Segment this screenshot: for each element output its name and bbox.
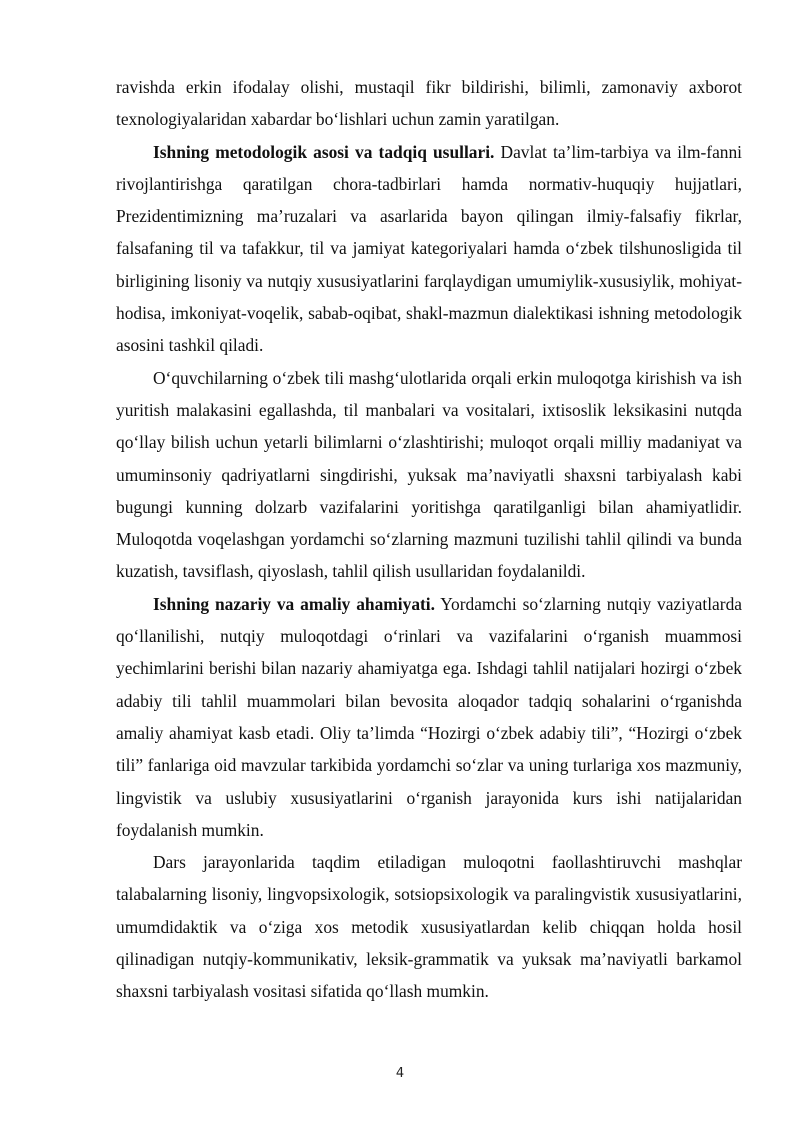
- paragraph-significance: [116, 588, 742, 846]
- paragraph-continuation: [116, 71, 742, 136]
- paragraph-methodology: [116, 136, 742, 362]
- paragraph-goals: [116, 362, 742, 588]
- paragraph-text: Davlat taʼlim-tarbiya va ilm-fanni rivojlantirishga qaratilgan chora-tadbirlari hamda normativ-huquqiy hujjatlari, Prezidentimizning maʼruzalari va asarlarida bayon qilingan ilmiy-falsafiy fikrlar, falsafaning til va tafakkur, til va jamiyat kategoriyalari hamda oʻzbek tilshunosligida til birligining lisoniy va nutqiy xususiyatlarini farqlaydigan umumiylik-xususiylik, mohiyat-hodisa, imkoniyat-voqelik, sabab-oqibat, shakl-mazmun dialektikasi ishning metodologik asosini tashkil qiladi.: [116, 141, 743, 356]
- paragraph-heading: Ishning metodologik asosi va tadqiq usullari.: [153, 141, 495, 162]
- paragraph-text: Dars jarayonlarida taqdim etiladigan muloqotni faollashtiruvchi mashqlar talabalarning lisoniy, lingvopsixologik, sotsiopsixologik va paralingvistik xususiyatlarini, umumdidaktik va oʻziga xos metodik xususiyatlardan kelib chiqqan holda hosil qilinadigan nutqiy-kommunikativ, leksik-grammatik va yuksak maʼnaviyatli barkamol shaxsni tarbiyalash vositasi sifatida qoʻllash mumkin.: [116, 852, 742, 1002]
- paragraph-text: Oʻquvchilarning oʻzbek tili mashgʻulotlarida orqali erkin muloqotga kirishish va ish yuritish malakasini egallashda, til manbalari va vositalari, ixtisoslik leksikasini nutqda qoʻllay bilish uchun yetarli bilimlarni oʻzlashtirishi; muloqot orqali milliy madaniyat va umuminsoniy qadriyatlarni singdirishi, yuksak maʼnaviyatli shaxsni tarbiyalash kabi bugungi kunning dolzarb vazifalarini yoritishga qaratilganligi bilan ahamiyatlidir. Muloqotda voqelashgan yordamchi soʻzlarning mazmuni tuzilishi tahlil qilindi va bunda kuzatish, tavsiflash, qiyoslash, tahlil qilish usullaridan foydalanildi.: [116, 367, 742, 582]
- paragraph-heading: Ishning nazariy va amaliy ahamiyati.: [153, 593, 435, 614]
- paragraph-lessons: [116, 846, 742, 1007]
- page-number: 4: [395, 1066, 405, 1081]
- paragraph-text: Yordamchi soʻzlarning nutqiy vaziyatlarda qoʻllanilishi, nutqiy muloqotdagi oʻrinlari va vazifalarini oʻrganish muammosi yechimlarini berishi bilan nazariy ahamiyatga ega. Ishdagi tahlil natijalari hozirgi oʻzbek adabiy tili tahlil muammolari bilan bevosita aloqador tadqiq sohalarini oʻrganishda amaliy ahamiyat kasb etadi. Oliy taʼlimda “Hozirgi oʻzbek adabiy tili”, “Hozirgi oʻzbek tili” fanlariga oid mavzular tarkibida yordamchi soʻzlar va uning turlariga xos mazmuniy, lingvistik va uslubiy xususiyatlarini oʻrganish jarayonida kurs ishi natijalaridan foydalanish mumkin.: [116, 593, 742, 840]
- paragraph-text: ravishda erkin ifodalay olishi, mustaqil fikr bildirishi, bilimli, zamonaviy axborot texnologiyalaridan xabardar boʻlishlari uchun zamin yaratilgan.: [116, 77, 742, 130]
